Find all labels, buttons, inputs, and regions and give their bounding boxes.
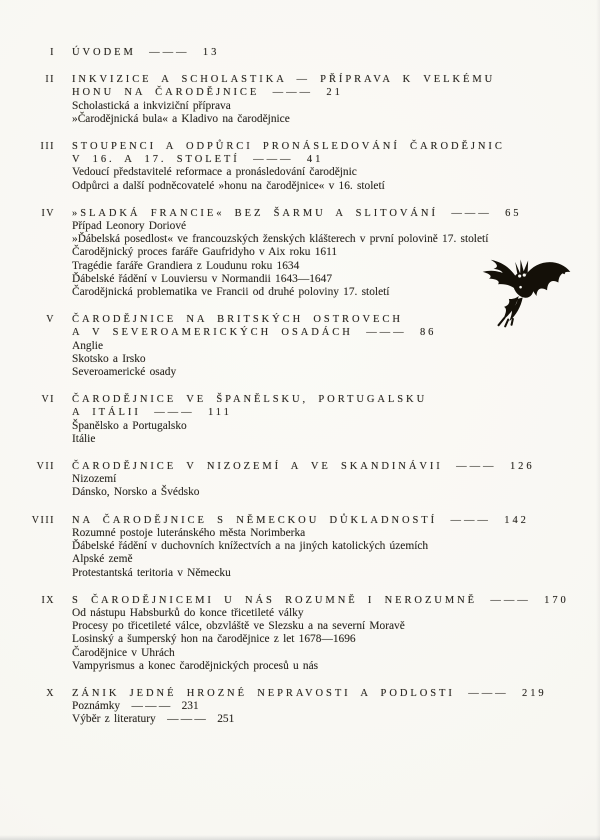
chapter-subitem: Severoamerické osady xyxy=(72,366,177,379)
toc-item xyxy=(15,594,590,673)
toc-item xyxy=(15,687,590,727)
chapter-subitem: Itálie xyxy=(72,432,96,445)
toc-item xyxy=(15,73,590,126)
chapter-numeral: IV xyxy=(41,207,55,219)
chapter-title: ČARODĚJNICE V NIZOZEMÍ A VE SKANDINÁVII ——— 126 xyxy=(72,461,535,473)
chapter-subitem: Čarodějnický proces faráře Gaufridyho v Aix roku 1611 xyxy=(72,246,338,259)
chapter-subitem: Scholastická a inkviziční příprava xyxy=(72,99,231,112)
chapter-subitem: Čarodějnická problematika ve Francii od druhé poloviny 17. století xyxy=(72,286,390,299)
chapter-subitem: Ďábelské řádění v duchovních knížectvích a na jiných katolických územích xyxy=(72,540,429,553)
chapter-subitem: Od nástupu Habsburků do konce třicetileté války xyxy=(72,606,304,619)
chapter-numeral: VII xyxy=(36,461,55,473)
chapter-subitem: »Čarodějnická bula« a Kladivo na čarodějnice xyxy=(72,112,290,125)
chapter-subitem: Procesy po třicetileté válce, obzvláště ve Slezsku a na severní Moravě xyxy=(72,620,405,633)
chapter-subitem: Vedoucí představitelé reformace a pronásledování čarodějnic xyxy=(72,166,357,179)
chapter-subitem: Čarodějnice v Uhrách xyxy=(72,646,175,659)
toc-item xyxy=(15,460,590,500)
chapter-numeral: VI xyxy=(41,394,55,406)
chapter-title: A V SEVEROAMERICKÝCH OSADÁCH ——— 86 xyxy=(72,327,437,339)
bat-demon-icon xyxy=(477,249,579,329)
toc-item xyxy=(15,514,590,580)
chapter-subitem: Protestantská teritoria v Německu xyxy=(72,566,231,579)
chapter-numeral: I xyxy=(50,47,55,58)
toc-item xyxy=(15,140,590,193)
chapter-subitem: Rozumné postoje luteránského města Norimberka xyxy=(72,526,306,539)
chapter-subitem: Výběr z literatury — — — 251 xyxy=(72,713,235,726)
chapter-subitem: Alpské země xyxy=(72,553,133,566)
chapter-title: STOUPENCI A ODPŮRCI PRONÁSLEDOVÁNÍ ČARODĚJNIC xyxy=(72,141,505,153)
chapter-numeral: X xyxy=(46,687,55,699)
chapter-subitem: Ďábelské řádění v Louviersu v Normandii 1643—1647 xyxy=(72,272,333,285)
chapter-title: HONU NA ČARODĚJNICE ——— 21 xyxy=(72,87,343,99)
chapter-subitem: »Ďábelská posedlost« ve francouzských ženských klášterech v první polovině 17. století xyxy=(72,233,489,246)
chapter-subitem: Anglie xyxy=(72,339,104,352)
chapter-title: NA ČARODĚJNICE S NĚMECKOU DŮKLADNOSTÍ ——— 142 xyxy=(72,514,529,526)
chapter-title: ÚVODEM ——— 13 xyxy=(72,47,220,58)
chapter-title: »SLADKÁ FRANCIE« BEZ ŠARMU A SLITOVÁNÍ ——— 65 xyxy=(72,207,522,219)
chapter-subitem: Poznámky — — — 231 xyxy=(72,700,199,713)
chapter-title: ČARODĚJNICE NA BRITSKÝCH OSTROVECH xyxy=(72,314,403,326)
chapter-subitem: Vampyrismus a konec čarodějnických procesů u nás xyxy=(72,659,319,672)
chapter-subitem: Losinský a šumperský hon na čarodějnice z let 1678—1696 xyxy=(72,633,356,646)
chapter-subitem: Nizozemí xyxy=(72,473,117,486)
toc-item xyxy=(15,393,590,446)
chapter-numeral: IX xyxy=(41,594,55,606)
chapter-title: ZÁNIK JEDNÉ HROZNÉ NEPRAVOSTI A PODLOSTI ——— 219 xyxy=(72,687,547,699)
chapter-numeral: V xyxy=(46,314,55,326)
chapter-title: S ČARODĚJNICEMI U NÁS ROZUMNĚ I NEROZUMNĚ ——— 170 xyxy=(72,594,569,606)
table-of-contents xyxy=(15,46,590,741)
chapter-subitem: Případ Leonory Doriové xyxy=(72,220,187,233)
chapter-subitem: Dánsko, Norsko a Švédsko xyxy=(72,486,200,499)
page-right-edge-shadow xyxy=(596,0,600,840)
bat-demon-illustration xyxy=(477,249,579,329)
chapter-numeral: III xyxy=(40,141,55,153)
chapter-title: INKVIZICE A SCHOLASTIKA — PŘÍPRAVA K VELKÉMU xyxy=(72,74,496,86)
chapter-numeral: VIII xyxy=(31,514,55,526)
chapter-subitem: Odpůrci a další podněcovatelé »honu na čarodějnice« v 16. století xyxy=(72,179,385,192)
page-bottom-edge-shadow xyxy=(0,835,600,840)
chapter-title: V 16. A 17. STOLETÍ ——— 41 xyxy=(72,154,324,166)
chapter-title: A ITÁLII ——— 111 xyxy=(72,407,232,419)
toc-item xyxy=(15,46,590,59)
chapter-subitem: Tragédie faráře Grandiera z Loudunu roku 1634 xyxy=(72,259,300,272)
chapter-title: ČARODĚJNICE VE ŠPANĚLSKU, PORTUGALSKU xyxy=(72,394,428,406)
chapter-subitem: Skotsko a Irsko xyxy=(72,352,146,365)
chapter-numeral: II xyxy=(45,74,55,86)
chapter-subitem: Španělsko a Portugalsko xyxy=(72,419,187,432)
